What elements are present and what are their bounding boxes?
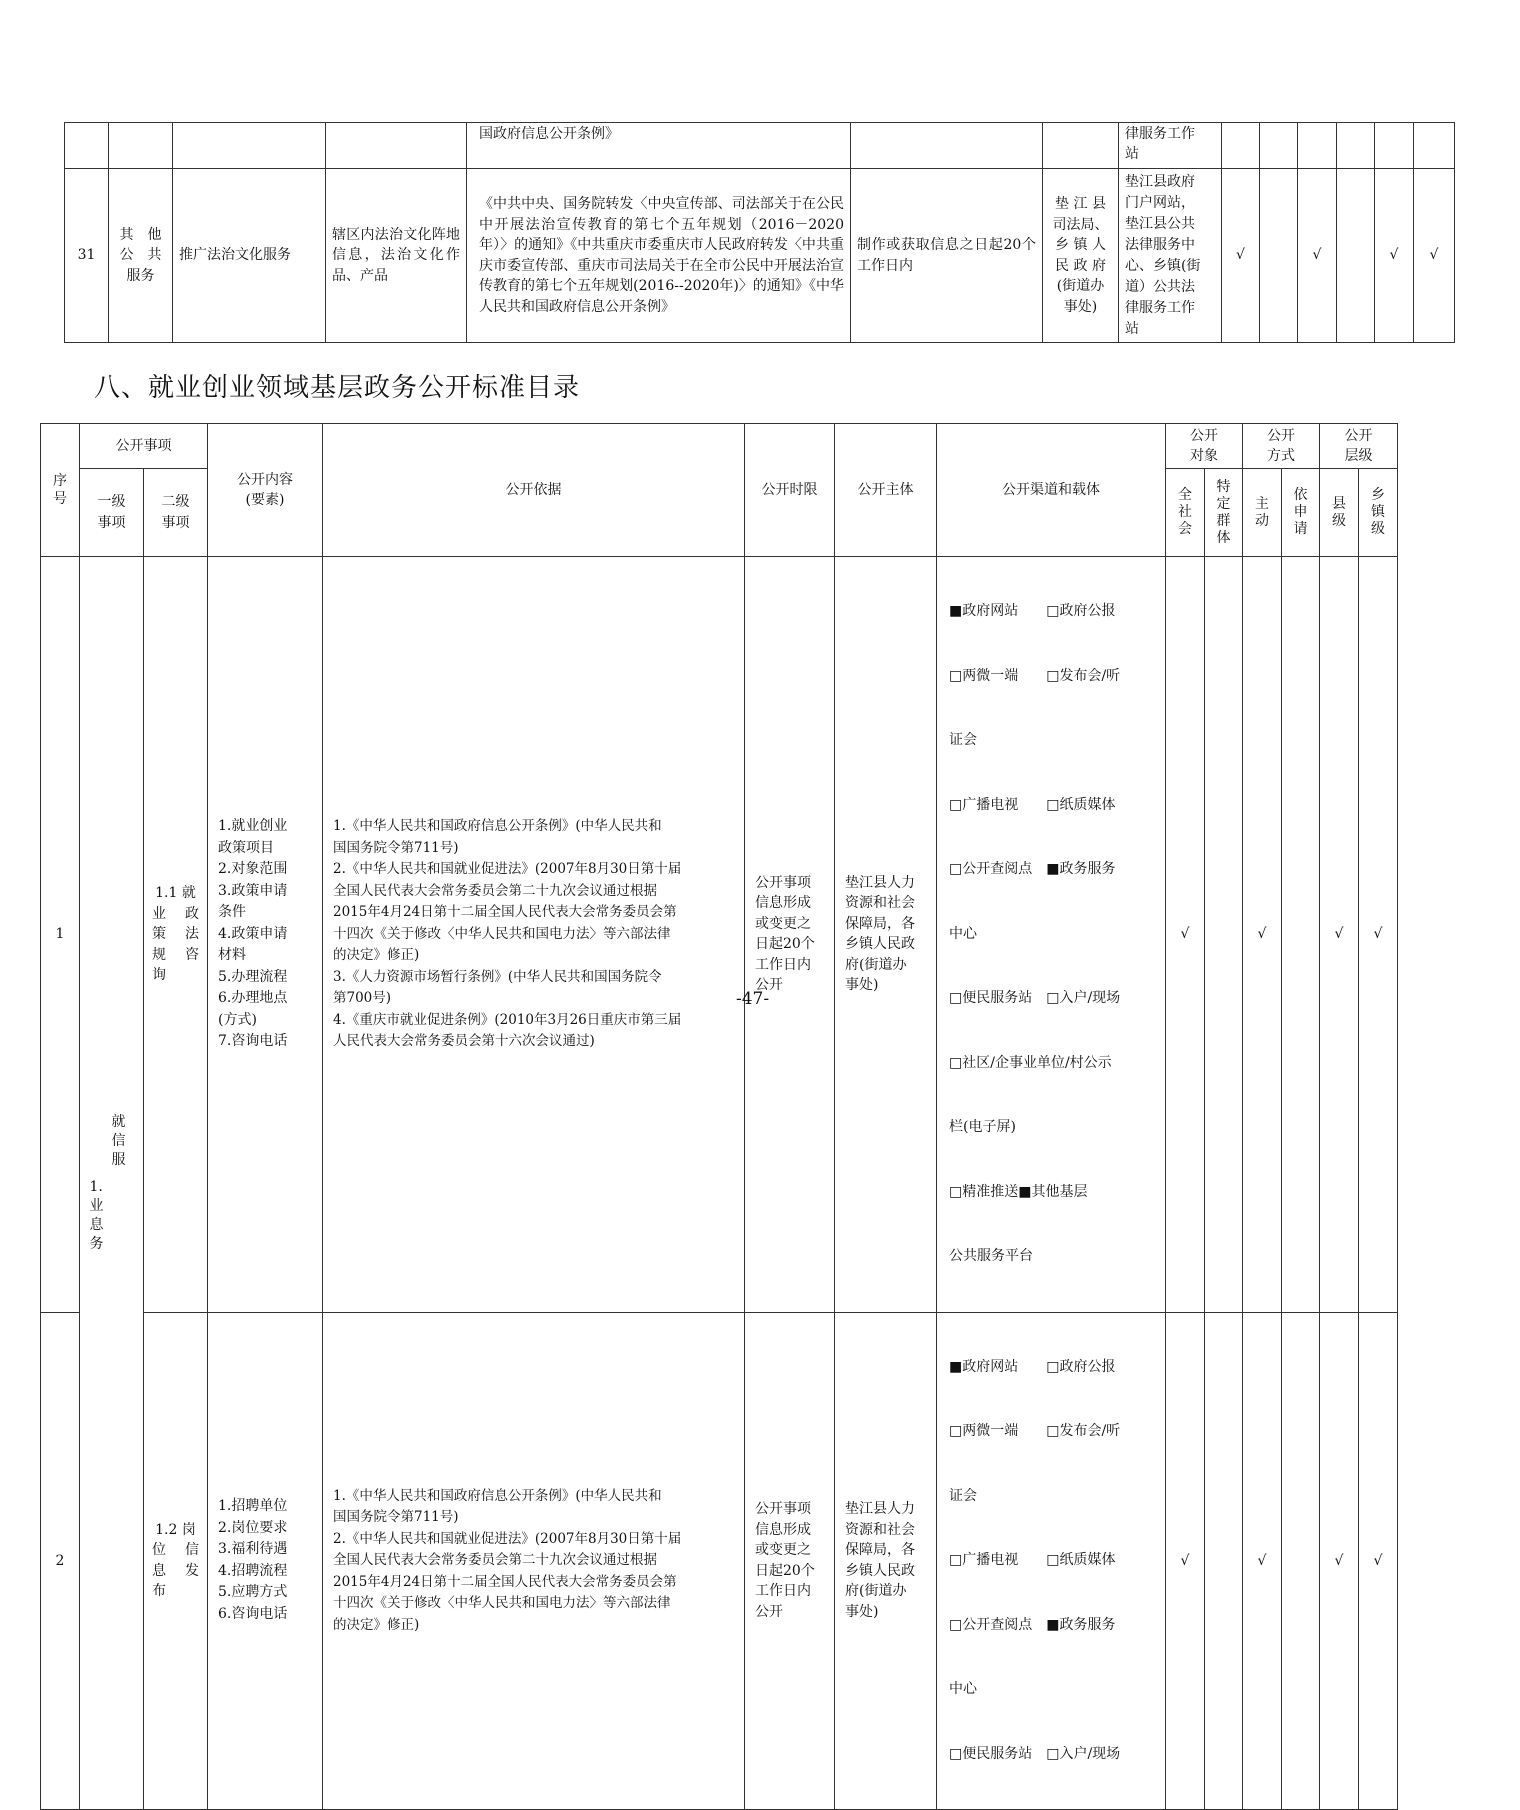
level1-cell: 其 他 公 共 服务 bbox=[109, 169, 173, 343]
header-level1: 一级 事项 bbox=[80, 469, 144, 557]
subject-cell: 垫 江 县 司法局、 乡 镇 人 民 政 府 (街道办 事处) bbox=[1043, 169, 1119, 343]
standard-catalog-table bbox=[40, 423, 1398, 1810]
seq-cell: 2 bbox=[41, 1312, 80, 1810]
header-basis: 公开依据 bbox=[323, 424, 745, 557]
content-cell: 1.招聘单位 2.岗位要求 3.福利待遇 4.招聘流程 5.应聘方式 6.咨询电话 bbox=[208, 1312, 323, 1810]
time-cell: 公开事项 信息形成 或变更之 日起20个 工作日内 公开 bbox=[745, 1312, 835, 1810]
level2-cell: 1.1 就 业 政 策 法 规 咨 询 bbox=[144, 557, 208, 1313]
table-row bbox=[41, 1312, 1398, 1810]
table-row-31 bbox=[65, 169, 1455, 343]
mark-method-apply bbox=[1337, 169, 1375, 343]
header-row-1 bbox=[41, 424, 1398, 469]
table-row bbox=[41, 557, 1398, 1313]
mark-target-all: √ bbox=[1222, 169, 1260, 343]
header-channels: 公开渠道和载体 bbox=[937, 424, 1166, 557]
subject-cell: 垫江县人力 资源和社会 保障局，各 乡镇人民政 府(街道办 事处) bbox=[835, 1312, 937, 1810]
basis-cell: 1.《中华人民共和国政府信息公开条例》(中华人民共和 国国务院令第711号) 2.《中华人民共和国就业促进法》(2007年8月30日第十届 全国人民代表大会常务委员会第二十九次会议通过根据 2015年4月24日第十二届全国人民代表大会常务委员会第 十四次《关于修改〈中华人民共和国电力法〉等六部法律 的决定》修正) 3.《人力资源市场暂行条例》(中华人民共和国国务院令 第700号) 4.《重庆市就业促进条例》(2010年3月26日重庆市第三届 人民代表大会常务委员会第十六次会议通过) bbox=[323, 557, 745, 1313]
header-level-county: 县级 bbox=[1320, 469, 1359, 557]
mark-level-town: √ bbox=[1359, 1312, 1398, 1810]
content-cell: 1.就业创业 政策项目 2.对象范围 3.政策申请 条件 4.政策申请 材料 5.办理流程 6.办理地点 (方式) 7.咨询电话 bbox=[208, 557, 323, 1313]
header-time: 公开时限 bbox=[745, 424, 835, 557]
mark-level-town: √ bbox=[1414, 169, 1455, 343]
channels-cell: ■政府网站 □政府公报 □两微一端 □发布会/听 证会 □广播电视 □纸质媒体 □公开查阅点 ■政务服务 中心 □便民服务站 □入户/现场 □社区/企事业单位/村公示 栏(电子屏) □精准推送■其他基层 公共服务平台 bbox=[937, 557, 1166, 1313]
group-label-cell: 1. 就信服 业息务 bbox=[80, 557, 144, 1810]
header-items: 公开事项 bbox=[80, 424, 208, 469]
mark-level-county: √ bbox=[1320, 557, 1359, 1313]
subject-cell: 垫江县人力 资源和社会 保障局，各 乡镇人民政 府(街道办 事处) bbox=[835, 557, 937, 1313]
header-subject: 公开主体 bbox=[835, 424, 937, 557]
header-level: 公开 层级 bbox=[1320, 424, 1398, 469]
continued-table bbox=[64, 122, 1455, 343]
header-content: 公开内容 (要素) bbox=[208, 424, 323, 557]
mark-target-all: √ bbox=[1166, 1312, 1205, 1810]
seq-cell: 31 bbox=[65, 169, 109, 343]
channels-cell: 垫江县政府 门户网站， 垫江县公共 法律服务中 心、乡镇(街 道）公共法 律服务工作 站 bbox=[1119, 169, 1222, 343]
header-level2: 二级 事项 bbox=[144, 469, 208, 557]
section-title: 八、就业创业领域基层政务公开标准目录 bbox=[94, 373, 581, 403]
mark-method-apply bbox=[1282, 557, 1320, 1313]
channels-cell: ■政府网站 □政府公报 □两微一端 □发布会/听 证会 □广播电视 □纸质媒体 □公开查阅点 ■政务服务 中心 □便民服务站 □入户/现场 bbox=[937, 1312, 1166, 1810]
basis-cell: 1.《中华人民共和国政府信息公开条例》(中华人民共和 国国务院令第711号) 2.《中华人民共和国就业促进法》(2007年8月30日第十届 全国人民代表大会常务委员会第二十九次会议通过根据 2015年4月24日第十二届全国人民代表大会常务委员会第 十四次《关于修改〈中华人民共和国电力法〉等六部法律 的决定》修正) bbox=[323, 1312, 745, 1810]
header-method: 公开 方式 bbox=[1243, 424, 1320, 469]
channels-cell: 律服务工作 站 bbox=[1119, 123, 1222, 169]
mark-method-apply bbox=[1282, 1312, 1320, 1810]
content-cell: 辖区内法治文化阵地信息，法治文化作品、产品 bbox=[326, 169, 467, 343]
header-level-town: 乡镇级 bbox=[1359, 469, 1398, 557]
mark-level-county: √ bbox=[1375, 169, 1414, 343]
mark-method-active: √ bbox=[1298, 169, 1337, 343]
continued-row bbox=[65, 123, 1455, 169]
mark-method-active: √ bbox=[1243, 1312, 1282, 1810]
header-method-active: 主动 bbox=[1243, 469, 1282, 557]
mark-target-specific bbox=[1260, 169, 1298, 343]
header-seq: 序号 bbox=[41, 424, 80, 557]
time-cell: 公开事项 信息形成 或变更之 日起20个 工作日内 公开 bbox=[745, 557, 835, 1313]
mark-method-active: √ bbox=[1243, 557, 1282, 1313]
mark-level-town: √ bbox=[1359, 557, 1398, 1313]
seq-cell: 1 bbox=[41, 557, 80, 1313]
basis-cell: 《中共中央、国务院转发〈中央宣传部、司法部关于在公民中开展法治宣传教育的第七个五年规划（2016－2020年）〉的通知》《中共重庆市委重庆市人民政府转发〈中共重庆市委宣传部、重庆市司法局关于在全市公民中开展法治宣传教育的第七个五年规划(2016--2020年)〉的通知》《中华人民共和国政府信息公开条例》 bbox=[467, 169, 851, 343]
level2-cell: 1.2 岗 位 信 息 发 布 bbox=[144, 1312, 208, 1810]
mark-target-specific bbox=[1205, 557, 1243, 1313]
mark-target-specific bbox=[1205, 1312, 1243, 1810]
header-method-apply: 依申请 bbox=[1282, 469, 1320, 557]
header-target-all: 全社会 bbox=[1166, 469, 1205, 557]
mark-target-all: √ bbox=[1166, 557, 1205, 1313]
header-target-specific: 特定群体 bbox=[1205, 469, 1243, 557]
basis-cell: 国政府信息公开条例》 bbox=[467, 123, 851, 169]
level2-cell: 推广法治文化服务 bbox=[173, 169, 326, 343]
mark-level-county: √ bbox=[1320, 1312, 1359, 1810]
header-target: 公开 对象 bbox=[1166, 424, 1243, 469]
time-cell: 制作或获取信息之日起20个工作日内 bbox=[851, 169, 1043, 343]
page-number: -47- bbox=[736, 989, 770, 1009]
